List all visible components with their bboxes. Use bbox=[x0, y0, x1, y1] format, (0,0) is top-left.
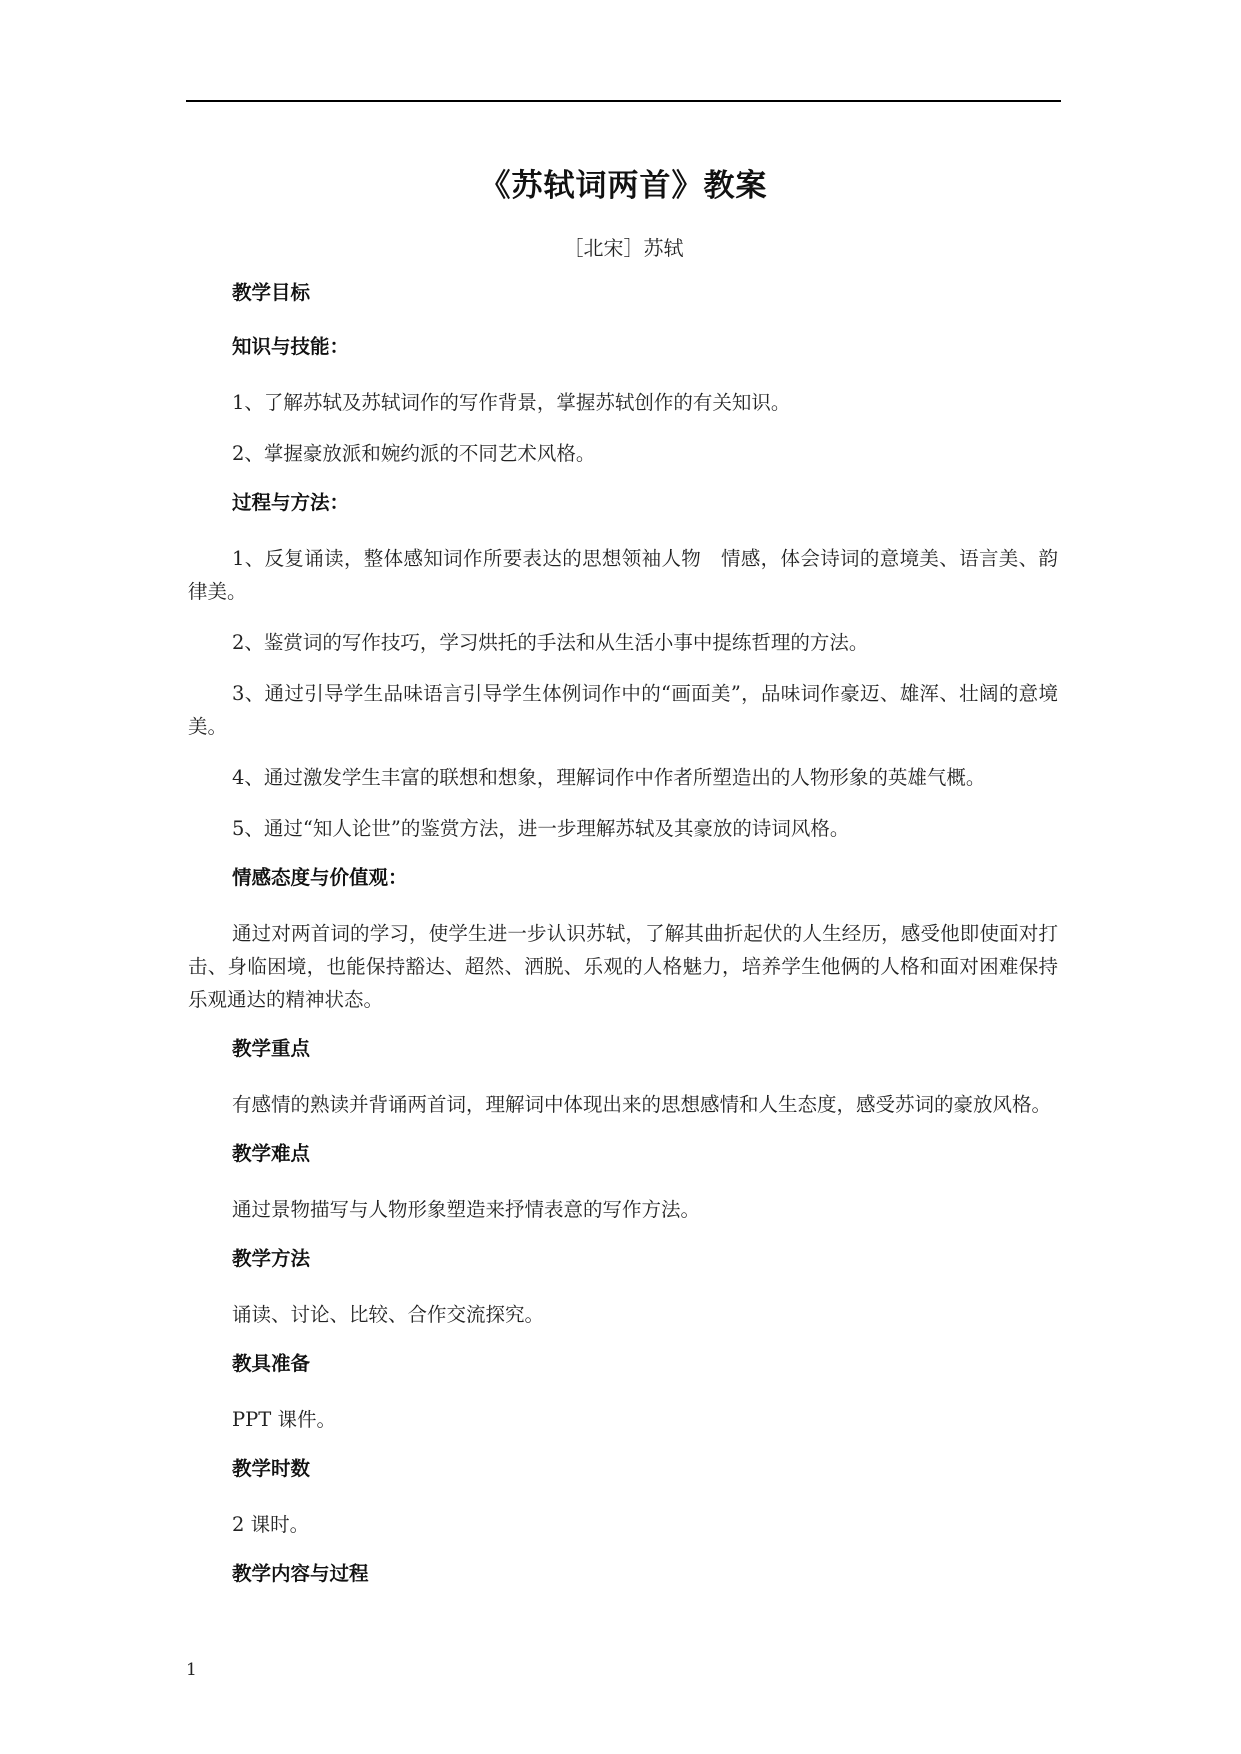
paragraph: 4、通过激发学生丰富的联想和想象，理解词作中作者所塑造出的人物形象的英雄气概。 bbox=[232, 766, 986, 789]
paragraph: PPT 课件。 bbox=[232, 1408, 336, 1431]
section-heading: 教学目标 bbox=[232, 281, 311, 304]
section-heading: 教学方法 bbox=[232, 1247, 311, 1270]
section-heading: 教学时数 bbox=[232, 1457, 311, 1480]
page-number: 1 bbox=[186, 1660, 197, 1680]
author-line: ［北宋］苏轼 bbox=[563, 236, 684, 260]
section-heading: 教学重点 bbox=[232, 1037, 311, 1060]
paragraph: 通过景物描写与人物形象塑造来抒情表意的写作方法。 bbox=[232, 1198, 701, 1221]
paragraph: 2、掌握豪放派和婉约派的不同艺术风格。 bbox=[232, 442, 596, 465]
header-rule bbox=[186, 100, 1061, 102]
paragraph: 通过对两首词的学习，使学生进一步认识苏轼，了解其曲折起伏的人生经历，感受他即使面对打击、身临困境，也能保持豁达、超然、洒脱、乐观的人格魅力，培养学生他俩的人格和面对困难保持乐观通达的精神状态。 bbox=[188, 922, 1058, 1011]
paragraph: 有感情的熟读并背诵两首词，理解词中体现出来的思想感情和人生态度，感受苏词的豪放风格。 bbox=[232, 1093, 1052, 1116]
paragraph: 1、反复诵读，整体感知词作所要表达的思想领袖人物 情感，体会诗词的意境美、语言美、韵律美。 bbox=[188, 547, 1058, 603]
paragraph: 2、鉴赏词的写作技巧，学习烘托的手法和从生活小事中提练哲理的方法。 bbox=[232, 631, 869, 654]
section-heading: 过程与方法： bbox=[232, 491, 350, 514]
paragraph: 5、通过“知人论世”的鉴赏方法，进一步理解苏轼及其豪放的诗词风格。 bbox=[232, 817, 850, 840]
paragraph: 3、通过引导学生品味语言引导学生体例词作中的“画面美”，品味词作豪迈、雄浑、壮阔的意境美。 bbox=[188, 682, 1058, 738]
section-heading: 情感态度与价值观： bbox=[232, 866, 408, 889]
section-heading: 知识与技能： bbox=[232, 335, 350, 358]
paragraph: 1、了解苏轼及苏轼词作的写作背景，掌握苏轼创作的有关知识。 bbox=[232, 391, 791, 414]
section-heading: 教学内容与过程 bbox=[232, 1562, 369, 1585]
paragraph: 诵读、讨论、比较、合作交流探究。 bbox=[232, 1303, 545, 1326]
section-heading: 教具准备 bbox=[232, 1352, 311, 1375]
paragraph: 2 课时。 bbox=[232, 1513, 310, 1536]
section-heading: 教学难点 bbox=[232, 1142, 311, 1165]
document-body bbox=[188, 278, 1058, 1613]
document-title: 《苏轼词两首》教案 bbox=[479, 168, 768, 204]
